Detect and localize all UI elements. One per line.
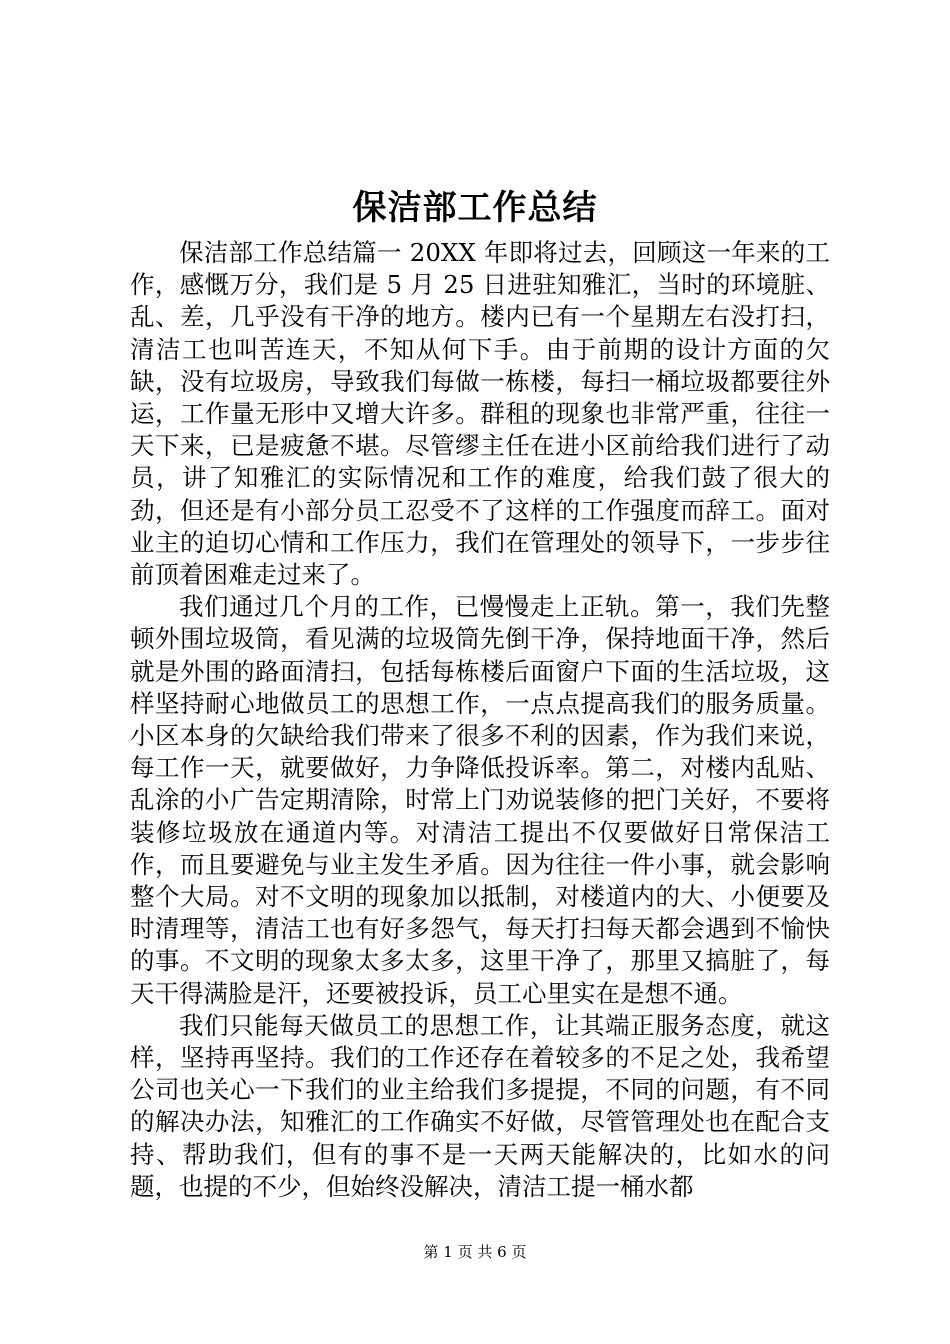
paragraph-1: 保洁部工作总结篇一 20XX 年即将过去，回顾这一年来的工作，感慨万分，我们是 5 月 25 日进驻知雅汇，当时的环境脏、乱、差，几乎没有干净的地方。楼内已有一个星期左右没打扫，清洁工也叫苦连天，不知从何下手。由于前期的设计方面的欠缺，没有垃圾房，导致我们每做一栋楼，每扫一桶垃圾都要往外运，工作量无形中又增大许多。群租的现象也非常严重，往往一天下来，已是疲惫不堪。尽管缪主任在进小区前给我们进行了动员，讲了知雅汇的实际情况和工作的难度，给我们鼓了很大的劲，但还是有小部分员工忍受不了这样的工作强度而辞工。面对业主的迫切心情和工作压力，我们在管理处的领导下，一步步往前顶着困难走过来了。 — [130, 238, 830, 590]
document-title: 保洁部工作总结 — [352, 188, 598, 228]
page-footer: 第 1 页 共 6 页 — [423, 1243, 527, 1261]
document-body — [130, 237, 830, 1203]
paragraph-3: 我们只能每天做员工的思想工作，让其端正服务态度，就这样，坚持再坚持。我们的工作还存在着较多的不足之处，我希望公司也关心一下我们的业主给我们多提提，不同的问题，有不同的解决办法，知雅汇的工作确实不好做，尽管管理处也在配合支持、帮助我们，但有的事不是一天两天能解决的，比如水的问题，也提的不少，但始终没解决，清洁工提一桶水都 — [130, 1010, 830, 1201]
paragraph-2: 我们通过几个月的工作，已慢慢走上正轨。第一，我们先整顿外围垃圾筒，看见满的垃圾筒先倒干净，保持地面干净，然后就是外围的路面清扫，包括每栋楼后面窗户下面的生活垃圾，这样坚持耐心地做员工的思想工作，一点点提高我们的服务质量。小区本身的欠缺给我们带来了很多不利的因素，作为我们来说，每工作一天，就要做好，力争降低投诉率。第二，对楼内乱贴、乱涂的小广告定期清除，时常上门劝说装修的把门关好，不要将装修垃圾放在通道内等。对清洁工提出不仅要做好日常保洁工作，而且要避免与业主发生矛盾。因为往往一件小事，就会影响整个大局。对不文明的现象加以抵制，对楼道内的大、小便要及时清理等，清洁工也有好多怨气，每天打扫每天都会遇到不愉快的事。不文明的现象太多太多，这里干净了，那里又搞脏了，每天干得满脸是汗，还要被投诉，员工心里实在是想不通。 — [130, 592, 830, 1008]
